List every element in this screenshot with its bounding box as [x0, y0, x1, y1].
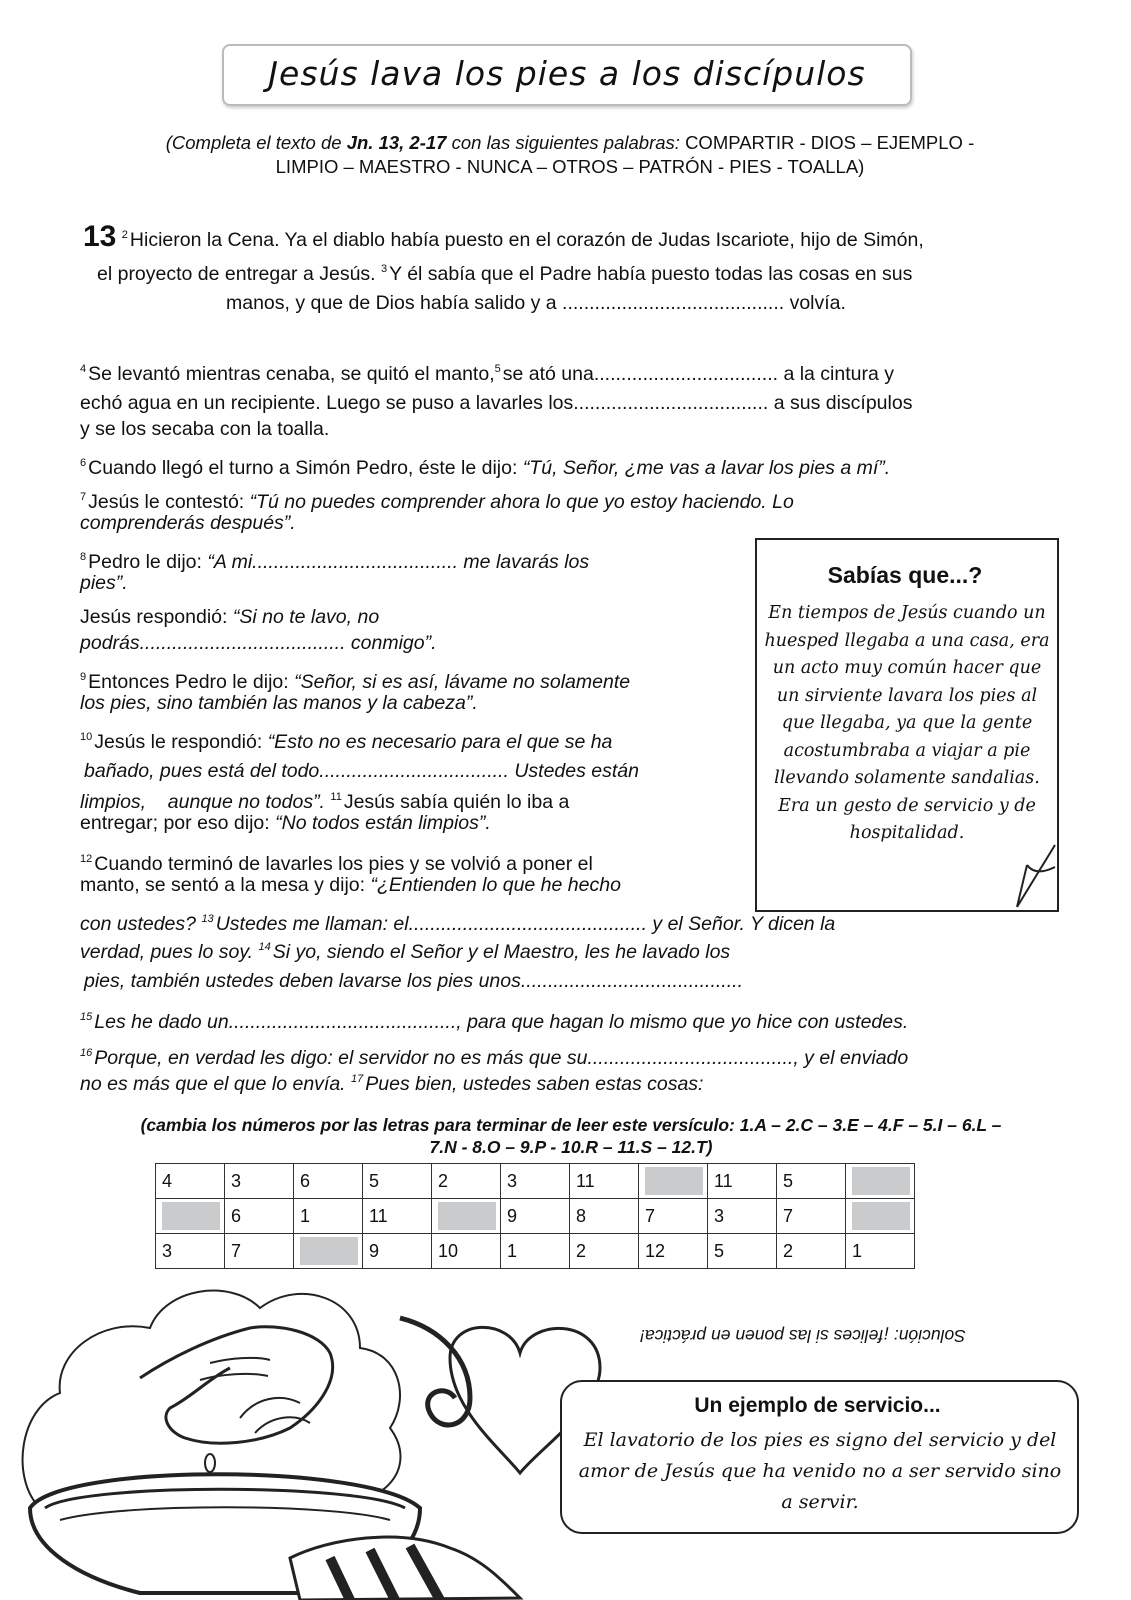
- cipher-cell: 10: [432, 1234, 501, 1269]
- word-gap-shade: [645, 1167, 703, 1195]
- cipher-cell: 8: [570, 1199, 639, 1234]
- word-gap-shade: [852, 1167, 910, 1195]
- cipher-cell: [846, 1164, 915, 1199]
- page-curl-icon: [1015, 843, 1059, 911]
- verse-number: 2: [121, 229, 128, 241]
- verse-2: [83, 222, 924, 254]
- verse-number: 12: [80, 853, 93, 865]
- cipher-cell: 3: [225, 1164, 294, 1199]
- verse-text: entregar; por eso dijo:: [80, 812, 276, 834]
- cipher-cell: 2: [432, 1164, 501, 1199]
- cipher-cell: 12: [639, 1234, 708, 1269]
- word-gap-shade: [438, 1202, 496, 1230]
- cipher-cell: 2: [777, 1234, 846, 1269]
- verse-11-line2: [80, 810, 491, 837]
- cipher-cell: 1: [501, 1234, 570, 1269]
- verse-number: 10: [80, 731, 93, 743]
- cipher-cell: 6: [294, 1164, 363, 1199]
- verse-quote: Si yo, siendo el Señor y el Maestro, les he lavado los: [272, 941, 731, 963]
- solution-text: Solución: ¡felices si las ponen en práctica!: [640, 1326, 966, 1346]
- verse-4-5: [80, 356, 894, 388]
- fill-blank-patron: Porque, en verdad les digo: el servidor no es más que su......................................, y el enviado: [94, 1047, 909, 1069]
- verse-quote: “No todos están limpios”.: [275, 812, 491, 834]
- water-drop-icon: [205, 1454, 215, 1472]
- instr-middle: con las siguientes palabras:: [446, 132, 686, 153]
- fill-blank-ejemplo: Les he dado un.........................................., para que hagan lo mismo que yo hice con ustedes.: [94, 1011, 909, 1033]
- verse-quote: “Tú no puedes comprender ahora lo que yo estoy haciendo. Lo: [249, 491, 794, 513]
- cipher-cell: 2: [570, 1234, 639, 1269]
- cipher-row: [156, 1199, 915, 1234]
- verse-quote: limpios, aunque no todos”.: [80, 791, 325, 813]
- cipher-row: [156, 1164, 915, 1199]
- verse-text: Pedro le dijo:: [88, 551, 208, 573]
- verse-text: Jesús le contestó:: [88, 491, 250, 513]
- fill-blank-limpio: bañado, pues está del todo................................... Ustedes están: [84, 760, 639, 782]
- verse-quote: “Esto no es necesario para el que se ha: [267, 731, 613, 753]
- cipher-cell: [432, 1199, 501, 1234]
- cipher-cell: 6: [225, 1199, 294, 1234]
- verse-7-line2: comprenderás después”.: [80, 512, 296, 534]
- verse-quote: “Tú, Señor, ¿me vas a lavar los pies a mí”.: [522, 457, 891, 479]
- verse-14: [80, 934, 730, 966]
- cipher-cell: 9: [501, 1199, 570, 1234]
- verse-number: 5: [494, 363, 501, 375]
- cipher-line1: (cambia los números por las letras para terminar de leer este versículo: 1.A – 2.C – 3.E – 4.F – 5.I – 6.L –: [140, 1115, 1002, 1135]
- cipher-cell: 3: [708, 1199, 777, 1234]
- fill-blank-otros: pies, también ustedes deben lavarse los pies unos.........................................: [84, 970, 743, 992]
- verse-number: 15: [80, 1011, 93, 1023]
- verse-text: Jesús le respondió:: [94, 731, 268, 753]
- verse-text: el proyecto de entregar a Jesús.: [97, 263, 376, 285]
- cipher-cell: 3: [501, 1164, 570, 1199]
- verse-number: 8: [80, 551, 87, 563]
- verse-number: 11: [330, 791, 342, 803]
- verse-number: 13: [201, 913, 214, 925]
- cipher-cell: 1: [294, 1199, 363, 1234]
- verse-2-3: [97, 256, 912, 288]
- word-gap-shade: [852, 1202, 910, 1230]
- cipher-cell: 11: [363, 1199, 432, 1234]
- verse-quote: “Señor, si es así, lávame no solamente: [294, 671, 631, 693]
- cipher-cell: 11: [708, 1164, 777, 1199]
- fill-blank-maestro: Ustedes me llaman: el............................................ y el Señor. Y dicen la: [215, 913, 836, 935]
- ejemplo-text: El lavatorio de los pies es signo del servicio y del amor de Jesús que ha venido no a ser servido sino a servir.: [578, 1429, 1062, 1513]
- verse-8-line2: pies”.: [80, 572, 128, 594]
- verse-number: 6: [80, 457, 87, 469]
- word-list-line2: LIMPIO – MAESTRO - NUNCA – OTROS – PATRÓN - PIES - TOALLA): [275, 156, 865, 177]
- verse-text: manto, se sentó a la mesa y dijo:: [80, 874, 371, 896]
- verse-number: 9: [80, 671, 87, 683]
- verse-8: [80, 544, 589, 576]
- verse-quote: con ustedes?: [80, 913, 197, 935]
- cipher-cell: 5: [777, 1164, 846, 1199]
- cipher-cell: [846, 1199, 915, 1234]
- verse-number: 14: [258, 941, 271, 953]
- instr-reference: Jn. 13, 2-17: [346, 132, 447, 153]
- verse-number: 17: [351, 1073, 364, 1085]
- cipher-grid: [155, 1163, 915, 1269]
- cipher-cell: 5: [708, 1234, 777, 1269]
- verse-6: [80, 450, 890, 482]
- verse-5-line3: y se los secaba con la toalla.: [80, 418, 330, 440]
- instr-prefix: (Completa el texto de: [165, 132, 347, 153]
- verse-9-line2: los pies, sino también las manos y la cabeza”.: [80, 692, 478, 714]
- verse-8b: [80, 604, 379, 631]
- verse-number: 3: [381, 263, 388, 275]
- cipher-cell: [639, 1164, 708, 1199]
- cipher-cell: 7: [777, 1199, 846, 1234]
- page-title: Jesús lava los pies a los discípulos: [268, 54, 866, 93]
- cipher-cell: 3: [156, 1234, 225, 1269]
- fill-blank-compartir: podrás...................................... conmigo”.: [80, 632, 437, 654]
- cipher-cell: 4: [156, 1164, 225, 1199]
- verse-5-line2: echó agua en un recipiente. Luego se puso a lavarles los.................................... a sus discípulos: [80, 392, 913, 414]
- cipher-instruction: [86, 1114, 1056, 1158]
- fill-blank-nunca: “A mi...................................... me lavarás los: [207, 551, 590, 573]
- cipher-line2: 7.N - 8.O – 9.P - 10.R – 11.S – 12.T): [429, 1137, 713, 1157]
- verse-text: Jesús sabía quién lo iba a: [343, 791, 570, 813]
- cipher-cell: 5: [363, 1164, 432, 1199]
- verse-quote: no es más que el que lo envía.: [80, 1073, 346, 1095]
- verse-quote: Pues bien, ustedes saben estas cosas:: [365, 1073, 704, 1095]
- cipher-cell: 7: [639, 1199, 708, 1234]
- verse-text: Cuando llegó el turno a Simón Pedro, éste le dijo:: [88, 457, 523, 479]
- word-gap-shade: [162, 1202, 220, 1230]
- cipher-cell: 1: [846, 1234, 915, 1269]
- towel-icon: [290, 1537, 520, 1600]
- verse-text: Cuando terminó de lavarles los pies y se volvió a poner el: [94, 853, 593, 875]
- verse-text: Se levantó mientras cenaba, se quitó el manto,: [88, 363, 495, 385]
- verse-text: Y él sabía que el Padre había puesto todas las cosas en sus: [389, 263, 913, 285]
- verse-12-line2: [80, 872, 621, 899]
- verse-text: Entonces Pedro le dijo:: [88, 671, 295, 693]
- verse-number: 7: [80, 491, 87, 503]
- verse-text: Hicieron la Cena. Ya el diablo había puesto en el corazón de Judas Iscariote, hijo de Simón,: [129, 229, 924, 251]
- fill-blank-dios: manos, y que de Dios había salido y a ......................................... volvía.: [226, 292, 846, 314]
- verse-quote: “Si no te lavo, no: [232, 606, 380, 628]
- chapter-number: 13: [83, 220, 117, 253]
- verse-quote: verdad, pues lo soy.: [80, 941, 254, 963]
- cipher-cell: 11: [570, 1164, 639, 1199]
- verse-number: 4: [80, 363, 87, 375]
- verse-10: [80, 724, 612, 756]
- cipher-cell: [156, 1199, 225, 1234]
- fill-blank-toalla: se ató una.................................. a la cintura y: [502, 363, 894, 385]
- foot-washing-illustration: [0, 1258, 620, 1600]
- verse-quote: “¿Entienden lo que he hecho: [370, 874, 621, 896]
- sabias-title: Sabías que...?: [827, 562, 983, 588]
- instructions: [80, 131, 1060, 179]
- cipher-cell: 9: [363, 1234, 432, 1269]
- verse-16-17: [80, 1066, 703, 1098]
- hand-icon: [140, 1327, 333, 1443]
- word-list-line1: COMPARTIR - DIOS – EJEMPLO -: [685, 132, 975, 153]
- verse-text: Jesús respondió:: [80, 606, 233, 628]
- verse-3-end: [226, 290, 846, 317]
- sabias-text: En tiempos de Jesús cuando un huesped llegaba a una casa, era un acto muy común hacer que un sirviente lavara los pies al que llegaba, ya que la gente acostumbraba a viajar a pie llevando solamente sandalias. Era un gesto de servicio y de hospitalidad.: [764, 603, 1050, 843]
- cipher-cell: 7: [225, 1234, 294, 1269]
- verse-15: [80, 1004, 908, 1036]
- verse-number: 16: [80, 1047, 93, 1059]
- ejemplo-title: Un ejemplo de servicio...: [694, 1394, 941, 1417]
